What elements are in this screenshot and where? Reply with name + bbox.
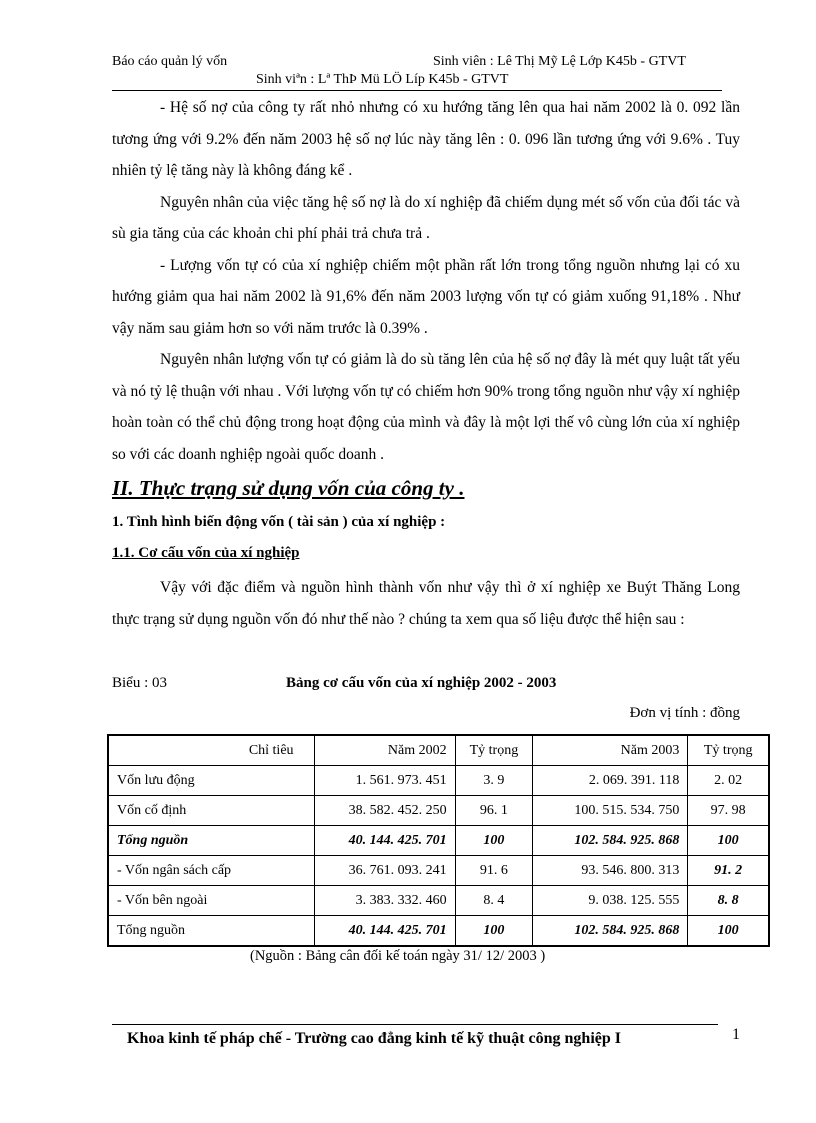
table-cell: 91. 6 [455,856,533,886]
footer-rule [112,1024,718,1025]
table-cell: 40. 144. 425. 701 [314,916,455,947]
table-cell: - Vốn bên ngoài [108,886,314,916]
table-cell: 40. 144. 425. 701 [314,826,455,856]
capital-structure-table [107,734,770,947]
header-rule [112,90,722,91]
header-cell: Tỷ trọng [688,735,769,766]
paragraph-intro-table: Vậy với đặc điểm và nguồn hình thành vốn như vậy thì ở xí nghiệp xe Buýt Thăng Long thực trạng sử dụng nguồn vốn đó như thế nào ? chúng ta xem qua số liệu được thể hiện sau : [112,579,740,628]
table-cell: - Vốn ngân sách cấp [108,856,314,886]
table-row [108,886,769,916]
table-source: (Nguồn : Bảng cân đối kế toán ngày 31/ 12/ 2003 ) [250,948,546,964]
header-cell: Năm 2003 [533,735,688,766]
table-unit: Đơn vị tính : đồng [629,705,740,721]
table-cell: 9. 038. 125. 555 [533,886,688,916]
table-header-row [108,735,769,766]
table-cell: 38. 582. 452. 250 [314,796,455,826]
header-left: Báo cáo quản lý vốn [112,54,228,69]
table-cell: 96. 1 [455,796,533,826]
table-cell: Tổng nguồn [108,916,314,947]
section-title: II. Thực trạng sử dụng vốn của công ty . [112,476,465,500]
table-row-total [108,916,769,947]
table-cell: 3. 9 [455,766,533,796]
body-text-upper [112,92,740,470]
header-right: Sinh viên : Lê Thị Mỹ Lệ Lớp K45b - GTVT [433,54,686,69]
subheading-1-1: 1.1. Cơ cấu vốn của xí nghiệp [112,545,300,561]
footer-text: Khoa kinh tế pháp chế - Trường cao đẳng kinh tế kỹ thuật công nghiệp I [127,1030,621,1047]
body-text-lower [112,572,740,635]
table-cell: Vốn lưu động [108,766,314,796]
table-row-total [108,826,769,856]
table-cell: 97. 98 [688,796,769,826]
paragraph-debt-cause: Nguyên nhân của việc tăng hệ số nợ là do xí nghiệp đã chiếm dụng mét số vốn của đối tác và sù gia tăng của các khoản chi phí phải trả chưa trả . [112,193,740,242]
table-cell: 100 [455,916,533,947]
table-cell: 102. 584. 925. 868 [533,916,688,947]
table-cell: 36. 761. 093. 241 [314,856,455,886]
table-cell: 100 [688,826,769,856]
table-row [108,856,769,886]
table-cell: Tổng nguồn [108,826,314,856]
table-cell: 8. 8 [688,886,769,916]
header-second-line: Sinh viªn : Lª ThÞ Mü LÖ Líp K45b - GTVT [256,72,509,87]
table-label: Biểu : 03 [112,675,167,691]
table-cell: 3. 383. 332. 460 [314,886,455,916]
table-row [108,766,769,796]
table-cell: 100 [688,916,769,947]
table-cell: 8. 4 [455,886,533,916]
table-row [108,796,769,826]
paragraph-debt-ratio: - Hệ số nợ của công ty rất nhỏ nhưng có xu hướng tăng lên qua hai năm 2002 là 0. 092 lần tương ứng với 9.2% đến năm 2003 hệ số nợ lúc này tăng lên : 0. 096 lần tương ứng với 9.6% . Tuy nhiên tỷ lệ tăng này là không đáng kể . [112,99,740,179]
subheading-1: 1. Tình hình biến động vốn ( tài sản ) của xí nghiệp : [112,514,446,530]
table-cell: 100. 515. 534. 750 [533,796,688,826]
table-cell: 100 [455,826,533,856]
table-cell: 2. 069. 391. 118 [533,766,688,796]
table-cell: 91. 2 [688,856,769,886]
table-title: Bảng cơ cấu vốn của xí nghiệp 2002 - 2003 [286,675,557,691]
table-cell: 1. 561. 973. 451 [314,766,455,796]
table-cell: 2. 02 [688,766,769,796]
paragraph-own-capital: - Lượng vốn tự có của xí nghiệp chiếm một phần rất lớn trong tổng nguồn nhưng lại có xu hướng giảm qua hai năm 2002 là 91,6% đến năm 2003 lượng vốn tự có giảm xuống 91,18% . Như vậy năm sau giảm hơn so với năm trước là 0.39% . [112,256,740,337]
header-cell: Năm 2002 [314,735,455,766]
table-cell: Vốn cố định [108,796,314,826]
header-cell: Chỉ tiêu [108,735,314,766]
page-number: 1 [732,1026,740,1043]
header-cell: Tỷ trọng [455,735,533,766]
table-cell: 93. 546. 800. 313 [533,856,688,886]
table-cell: 102. 584. 925. 868 [533,826,688,856]
paragraph-own-capital-cause: Nguyên nhân lượng vốn tự có giảm là do sù tăng lên của hệ số nợ đây là mét quy luật tất yếu và nó tỷ lệ thuận với nhau . Với lượng vốn tự có chiếm hơn 90% trong tổng nguồn như vậy xí nghiệp hoàn toàn có thể chủ động trong hoạt động của mình và đây là một lợi thế vô cùng lớn của xí nghiệp so với các doanh nghiệp ngoài quốc doanh . [112,351,740,463]
